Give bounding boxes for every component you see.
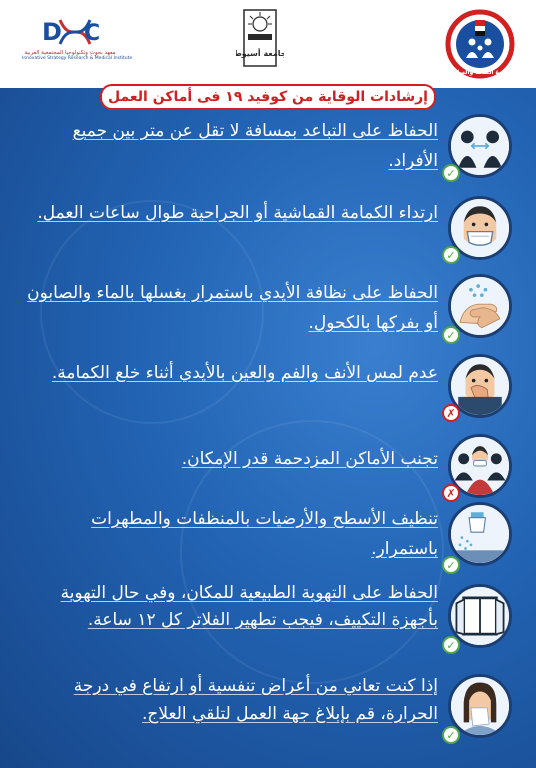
guideline-item bbox=[0, 580, 536, 664]
guideline-item bbox=[0, 500, 536, 580]
university-emblem-icon bbox=[236, 6, 284, 70]
cross-icon: ✗ bbox=[442, 404, 460, 422]
institute-logo bbox=[22, 14, 133, 76]
svg-text:C: C bbox=[84, 21, 100, 46]
cross-icon: ✗ bbox=[442, 484, 460, 502]
page-title: إرشادات الوقاية من كوفيد ١٩ فى أماكن العمل bbox=[108, 89, 428, 105]
guideline-text: إذا كنت تعاني من أعراض تنفسية أو ارتفاع في درجة الحرارة، قم بإبلاغ جهة العمل لتلقي العلاج. bbox=[73, 676, 438, 724]
spray-disinfect-icon bbox=[448, 502, 512, 566]
university-name: جامعة أسيوط bbox=[236, 49, 284, 58]
guideline-text: الحفاظ على التباعد بمسافة لا تقل عن متر بين جميع الأفراد. bbox=[72, 121, 438, 171]
guideline-text: تنظيف الأسطح والأرضيات بالمنظفات والمطهرات باستمرار. bbox=[91, 509, 438, 559]
guideline-text: الحفاظ على التهوية الطبيعية للمكان، وفي حال التهوية بأجهزة التكييف، فيجب تطهير الفلاتر كل ١٢ ساعة. bbox=[60, 583, 438, 630]
university-logo bbox=[236, 6, 284, 70]
guideline-text: ارتداء الكمامة القماشية أو الجراحية طوال ساعات العمل. bbox=[37, 203, 438, 223]
ministry-caption: وزارة الصحة والسكان bbox=[448, 69, 512, 76]
guideline-item bbox=[0, 352, 536, 424]
check-icon: ✓ bbox=[442, 556, 460, 574]
ministry-emblem-icon bbox=[438, 8, 522, 80]
guideline-text: عدم لمس الأنف والفم والعين بالأيدي أثناء خلع الكمامة. bbox=[51, 363, 438, 383]
check-icon: ✓ bbox=[442, 246, 460, 264]
guideline-item bbox=[0, 112, 536, 184]
guideline-text: تجنب الأماكن المزدحمة قدر الإمكان. bbox=[181, 449, 438, 469]
guideline-item bbox=[0, 192, 536, 264]
guideline-item bbox=[0, 432, 536, 504]
check-icon: ✓ bbox=[442, 636, 460, 654]
guideline-item bbox=[0, 672, 536, 756]
ministry-logo bbox=[438, 8, 522, 80]
check-icon: ✓ bbox=[442, 726, 460, 744]
check-icon: ✓ bbox=[442, 164, 460, 182]
header bbox=[0, 0, 536, 88]
guideline-item bbox=[0, 272, 536, 344]
svg-text:D: D bbox=[42, 18, 62, 46]
institute-caption-en: Innovative Strategy Research & Medical Institute bbox=[22, 56, 133, 61]
dna-logo-icon bbox=[40, 14, 100, 50]
check-icon: ✓ bbox=[442, 326, 460, 344]
institute-caption-ar: معهد بحوث وتكنولوجيا المجتمعية العربية bbox=[24, 50, 116, 56]
guideline-text: الحفاظ على نظافة الأيدي باستمرار بغسلها بالماء والصابون أو بفركها بالكحول. bbox=[27, 283, 438, 333]
title-banner bbox=[100, 84, 436, 110]
